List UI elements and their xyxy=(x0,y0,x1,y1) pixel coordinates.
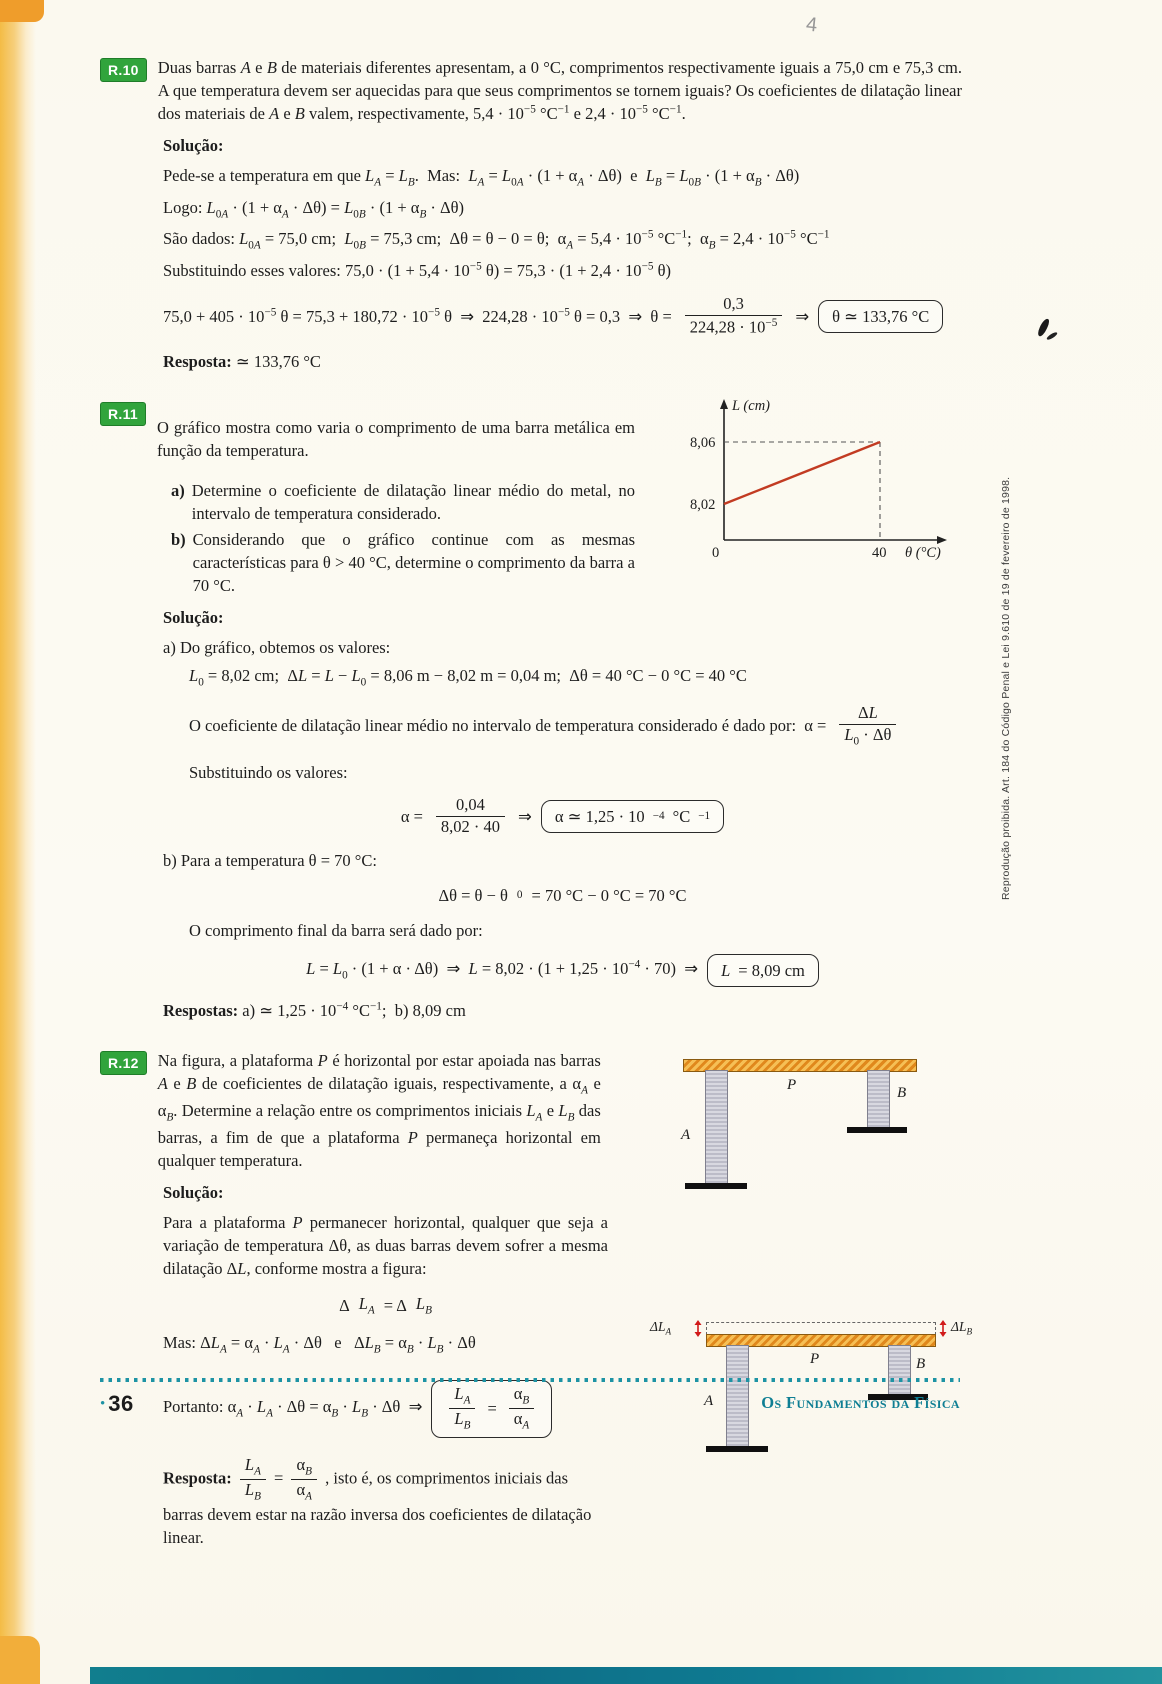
fraction xyxy=(685,295,783,337)
fraction-denominator: $\alpha_A$ xyxy=(291,1479,317,1503)
fraction-numerator: ΔL xyxy=(857,702,878,722)
r11-sol-a-values: $L_0 = 8,02$ cm; $\Delta L = L - L_0 = 8,06$ m − 8,02 m = 0,04 m; Δθ = 40 °C − 0 °C = 40 °C xyxy=(189,665,747,689)
r11-delta-theta-equation: Δθ = θ − θ 0 = 70 °C − 0 °C = 70 °C xyxy=(438,886,687,906)
r11-length-answer-box: L = 8,09 cm xyxy=(707,954,819,987)
y-tick-label-806: 8,06 xyxy=(690,434,716,451)
fraction-numerator: $\alpha_B$ xyxy=(296,1454,312,1477)
solucao-label: Solução: xyxy=(163,608,224,628)
fraction-denominator: $224,28 \cdot 10^{-5}$ xyxy=(685,315,783,337)
page-number-block xyxy=(100,1391,134,1417)
r11-solution xyxy=(163,606,962,1022)
implies-arrow: ⇒ xyxy=(795,306,810,326)
fraction-denominator: 8,02 · 40 xyxy=(436,816,505,837)
platform-label-p: P xyxy=(810,1350,820,1367)
equals-sign: = xyxy=(274,1468,284,1487)
r12-portanto-text: Portanto: $\alpha_A \cdot L_A \cdot \Delta\theta = \alpha_B \cdot L_B \cdot \Delta\theta$ ⇒ xyxy=(163,1397,423,1420)
scan-edge-bottom-blob xyxy=(0,1636,40,1684)
fraction-denominator: $L_B$ xyxy=(240,1479,266,1503)
bar-label-b: B xyxy=(916,1355,926,1372)
footer-dotted-rule xyxy=(100,1378,960,1382)
fraction xyxy=(436,796,505,837)
fraction-numerator: $L_A$ xyxy=(244,1454,261,1477)
r12-equal-dilations-equation: Δ $L_A$ = Δ $L_B$ xyxy=(339,1294,432,1317)
r11-length-equation-left: $L = L_0 \cdot (1 + \alpha \cdot \Delta\theta)$ ⇒ $L = 8,02 \cdot (1 + 1,25 \cdot 10^{-4} \cdot 70)$ ⇒ xyxy=(306,958,699,982)
r10-solution xyxy=(163,134,962,373)
item-a-label: a) xyxy=(171,480,185,500)
page-content xyxy=(100,56,973,1566)
r12-solution xyxy=(163,1181,608,1549)
fraction-numerator: 0,04 xyxy=(456,795,485,815)
r11-respostas xyxy=(163,999,962,1022)
problem-r11 xyxy=(100,397,962,1023)
r10-resposta xyxy=(163,350,962,373)
problem-r12 xyxy=(100,1049,973,1550)
r10-equation-left: $75,0 + 405 \cdot 10^{-5}$ $\theta = 75,3 + 180,72 \cdot 10^{-5}$ θ ⇒ $224,28 \cdot 10^{-5}$ θ = 0,3 ⇒ θ = xyxy=(163,306,672,326)
fraction-numerator: $L_A$ xyxy=(454,1384,471,1407)
problem-badge-r10: R.10 xyxy=(100,58,147,82)
x-axis-arrow xyxy=(937,536,947,544)
pencil-mark: 4 xyxy=(804,13,819,37)
r11-item-a xyxy=(171,479,635,525)
r11-substituindo: Substituindo os valores: xyxy=(189,763,348,782)
fraction xyxy=(291,1456,317,1503)
delta-la-label: $\Delta L_A$ xyxy=(650,1318,672,1337)
r11-length-equation xyxy=(163,954,962,987)
r10-final-equation xyxy=(163,295,962,337)
delta-la-arrow xyxy=(692,1320,704,1337)
fraction-denominator: $L_0 \cdot \Delta\theta$ xyxy=(839,724,896,748)
implies-arrow: ⇒ xyxy=(518,807,532,827)
scan-edge-left xyxy=(0,0,36,1684)
y-axis-label: L (cm) xyxy=(732,397,770,414)
solucao-label: Solução: xyxy=(163,1182,224,1202)
r11-graph-figure xyxy=(684,390,964,565)
ground-under-a xyxy=(685,1183,747,1189)
r12-resposta xyxy=(163,1456,608,1550)
item-a-text: Determine o coeficiente de dilatação linear médio do metal, no intervalo de temperatura considerado. xyxy=(191,480,635,523)
scan-edge-top-blob xyxy=(0,0,44,22)
fraction xyxy=(839,704,896,748)
bar-a xyxy=(705,1070,728,1185)
solucao-label: Solução: xyxy=(163,136,224,156)
r12-resposta-tail: , isto é, os comprimentos iniciais das barras devem estar na razão inversa dos coeficientes de dilatação linear. xyxy=(163,1468,592,1547)
r12-mas-line: Mas: $\Delta L_A = \alpha_A \cdot L_A \cdot \Delta\theta$ e $\Delta L_B = \alpha_B \cdot L_B \cdot \Delta\theta$ xyxy=(163,1333,476,1356)
r11-coefficient-line xyxy=(189,704,962,748)
r11-item-b xyxy=(171,528,635,597)
ledge-under-b xyxy=(847,1127,907,1133)
bar-label-a: A xyxy=(681,1126,691,1143)
respostas-label: Respostas: xyxy=(163,1001,239,1021)
x-tick-label-0: 0 xyxy=(712,544,720,561)
r11-statement xyxy=(157,400,635,598)
x-axis-label: θ (°C) xyxy=(905,544,941,561)
r11-sol-b-head: b) Para a temperatura θ = 70 °C: xyxy=(163,851,377,871)
page-number-bullet: • xyxy=(100,1395,106,1412)
problem-badge-r11: R.11 xyxy=(100,402,146,426)
r12-figure-1 xyxy=(675,1051,965,1203)
r11-sol-a-head: a) Do gráfico, obtemos os valores: xyxy=(163,638,391,658)
bar-label-a: A xyxy=(704,1392,714,1409)
scan-edge-bottom-band xyxy=(90,1667,1162,1684)
r10-solution-line-4: Substituindo esses valores: $75,0 \cdot (1 + 5,4 \cdot 10^{-5}$ $\theta) = 75,3 \cdot (1 + 2,4 \cdot 10^{-5}$ θ) xyxy=(163,260,672,280)
alpha-equals: α = xyxy=(400,807,423,827)
equals-sign: = xyxy=(487,1399,497,1419)
resposta-label: Resposta: xyxy=(163,1468,232,1487)
r11-alpha-equation xyxy=(163,796,962,837)
delta-lb-label: $\Delta L_B$ xyxy=(951,1318,973,1337)
y-axis-arrow xyxy=(720,399,728,409)
delta-lb-arrow xyxy=(937,1320,949,1337)
bar-b xyxy=(867,1070,890,1129)
fraction-denominator: $\alpha_A$ xyxy=(509,1408,535,1432)
problem-r10 xyxy=(100,56,962,374)
page-footer xyxy=(100,1378,960,1417)
r10-answer-box: θ ≃ 133,76 °C xyxy=(818,300,943,333)
r10-solution-line-3: São dados: $L_{0A} = 75,0$ cm; $L_{0B} = 75,3$ cm; Δθ = θ − 0 = θ; $\alpha_A = 5,4 \cdot 10^{-5}$ $^\circ C^{-1}$; $\alpha_B = 2,4 \cdot 10^{-5}$ $^\circ C^{-1}$ xyxy=(163,228,830,252)
bar-label-b: B xyxy=(897,1084,907,1101)
r12-statement: Na figura, a plataforma P é horizontal por estar apoiada nas barras A e B de coeficientes de dilatação iguais, respectivamente, a $\alpha_A$ e $\alpha_B$. Determine a relação entre os comprimentos iniciais $L_A$ e $L_B$ das barras, a fim de que a plataforma P permaneça horizontal em qualquer temperatura. xyxy=(157,1050,601,1170)
resposta-label: Resposta: xyxy=(163,352,232,372)
r10-solution-line-2: Logo: $L_{0A} \cdot (1 + \alpha_A \cdot \Delta\theta) = L_{0B} \cdot (1 + \alpha_B \cdot \Delta\theta)$ xyxy=(163,197,465,221)
fraction xyxy=(240,1456,266,1503)
r11-final-length-text: O comprimento final da barra será dado por: xyxy=(189,921,483,941)
x-tick-label-40: 40 xyxy=(872,544,887,561)
item-b-label: b) xyxy=(171,529,186,549)
platform-label-p: P xyxy=(787,1076,797,1093)
r11-alpha-answer-box: α ≃ 1,25 · 10 −4 °C −1 xyxy=(541,800,724,833)
problem-badge-r12: R.12 xyxy=(100,1051,147,1075)
book-title: Os Fundamentos da Física xyxy=(761,1392,960,1412)
item-b-text: Considerando que o gráfico continue com as mesmas características para θ > 40 °C, determine o comprimento da barra a 70 °C. xyxy=(192,529,635,596)
y-tick-label-802: 8,02 xyxy=(690,496,716,513)
fraction-denominator: $L_B$ xyxy=(449,1408,475,1432)
copyright-side-note: Reprodução proibida. Art. 184 do Código Penal e Lei 9.610 de 19 de fevereiro de 1998. xyxy=(1000,476,1012,900)
fraction-numerator: 0,3 xyxy=(723,293,744,313)
r10-statement: Duas barras A e B de materiais diferentes apresentam, a 0 °C, comprimentos respectivamente iguais a 75,0 cm e 75,3 cm. A que temperatura devem ser aquecidas para que seus comprimentos se tornem iguais? Os coeficientes de dilatação linear dos materiais de A e B valem, respectivamente, $5,4 \cdot 10^{-5}$ $^\circ C^{-1}$ e $2,4 \cdot 10^{-5}$ $^\circ C^{-1}$. xyxy=(157,58,963,124)
r12-solution-text: Para a plataforma P permanecer horizontal, qualquer que seja a variação de temperatura Δθ, as duas barras devem sofrer a mesma dilatação ΔL, conforme mostra a figura: xyxy=(163,1212,608,1279)
r11-graph-svg xyxy=(684,390,964,565)
ground-under-a xyxy=(706,1446,768,1452)
r11-coefficient-text: O coeficiente de dilatação linear médio no intervalo de temperatura considerado é dado por: α = xyxy=(189,716,827,736)
data-line-red xyxy=(724,442,880,504)
r10-resposta-value: ≃ 133,76 °C xyxy=(235,352,321,372)
r11-respostas-value: a) ≃ $1,25 \cdot 10^{-4}$ $^\circ C^{-1}$; b) 8,09 cm xyxy=(242,1000,466,1021)
fraction-numerator: $\alpha_B$ xyxy=(513,1384,530,1407)
page-number: 36 xyxy=(108,1391,134,1416)
r11-intro: O gráfico mostra como varia o comprimento de uma barra metálica em função da temperatura. xyxy=(157,418,635,461)
r10-solution-line-1: Pede-se a temperatura em que $L_A = L_B$. Mas: $L_A = L_{0A} \cdot (1 + \alpha_A \cdot \Delta\theta)$ e $L_B = L_{0B} \cdot (1 + \alpha_B \cdot \Delta\theta)$ xyxy=(163,166,800,189)
ink-smudge-small xyxy=(1046,331,1058,341)
